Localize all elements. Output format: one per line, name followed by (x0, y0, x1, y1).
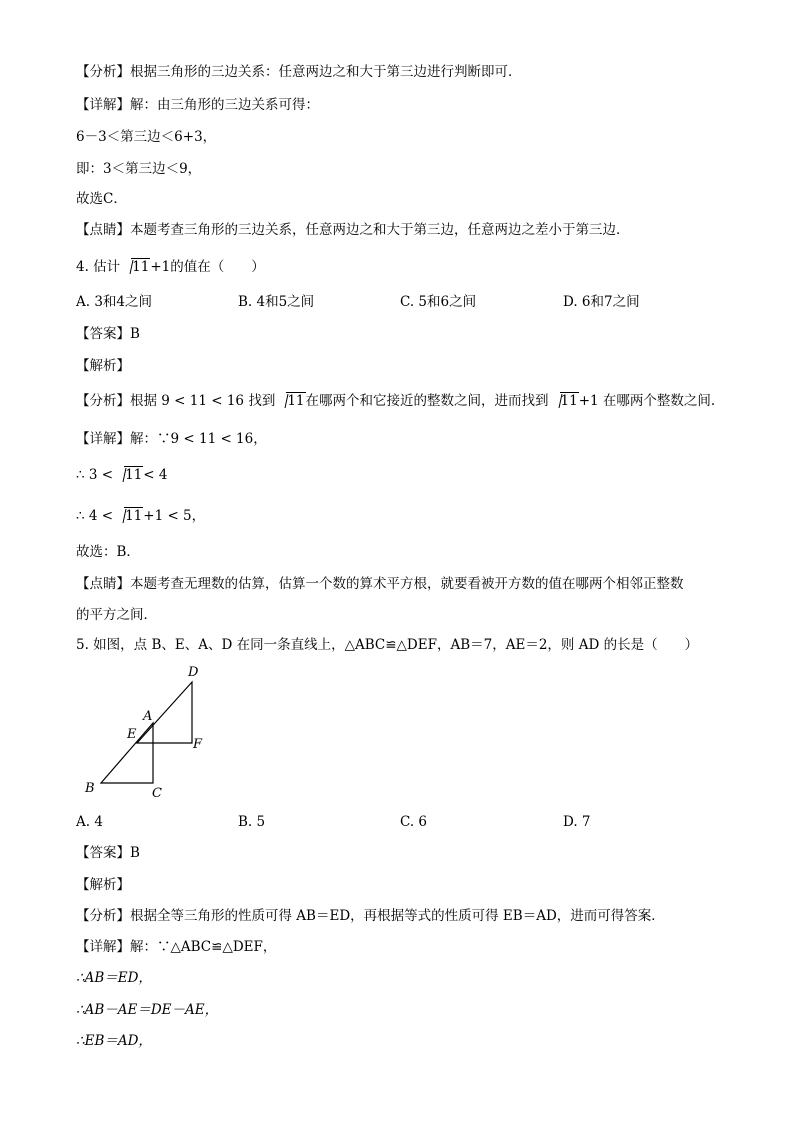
q5-option-c: C. 6 (400, 814, 428, 830)
q4-step-2: ∴ 4 < 11+1 < 5， (76, 508, 206, 524)
q5-jiexi: 【解析】 (76, 877, 130, 893)
label-d: D (188, 665, 199, 680)
label-c: C (152, 786, 162, 801)
q4-step-1: ∴ 3 < 11< 4 (76, 467, 168, 483)
q5-detail: 【详解】解：∵△ABC≌△DEF， (76, 939, 277, 955)
q3-comment: 【点睛】本题考查三角形的三边关系，任意两边之和大于第三边，任意两边之差小于第三边． (76, 222, 630, 238)
q4-jiexi: 【解析】 (76, 358, 130, 374)
q4-detail: 【详解】解：∵9 < 11 < 16， (76, 431, 267, 447)
q3-detail-heading: 【详解】解：由三角形的三边关系可得： (76, 97, 319, 113)
q4-option-d: D. 6和7之间 (563, 294, 640, 310)
q4-sqrt: 11 (122, 258, 150, 276)
q5-figure (70, 658, 230, 808)
q3-step-1: 6－3＜第三边＜6+3， (76, 129, 217, 145)
label-b: B (85, 781, 95, 796)
q3-step-2: 即：3＜第三边＜9， (76, 161, 202, 177)
label-e: E (127, 727, 137, 742)
q4-comment-line-1: 【点睛】本题考查无理数的估算，估算一个数的算术平方根，就要看被开方数的值在哪两个相邻正整数 (76, 576, 684, 592)
q5-option-a: A. 4 (76, 814, 103, 830)
q5-stem: 5. 如图，点 B、E、A、D 在同一条直线上，△ABC≌△DEF，AB＝7，AE＝2，则 AD 的长是（ ） (76, 637, 699, 653)
q3-choice: 故选C． (76, 191, 127, 207)
q5-step-1: ∴AB＝ED， (76, 970, 152, 986)
q4-option-c: C. 5和6之间 (400, 294, 477, 310)
q4-option-b: B. 4和5之间 (238, 294, 315, 310)
q4-answer: 【答案】B (76, 326, 140, 342)
q3-analysis: 【分析】根据三角形的三边关系：任意两边之和大于第三边进行判断即可． (76, 64, 522, 80)
q4-stem: 4. 估计 11+1的值在（ ） (76, 259, 265, 275)
q4-choice: 故选：B． (76, 544, 140, 560)
q5-answer: 【答案】B (76, 845, 140, 861)
label-a: A (143, 709, 153, 724)
q5-step-3: ∴EB＝AD， (76, 1033, 152, 1049)
q4-option-a: A. 3和4之间 (76, 294, 153, 310)
q4-analysis: 【分析】根据 9 < 11 < 16 找到 11在哪两个和它接近的整数之间，进而找到 11+1 在哪两个整数之间. (76, 393, 716, 409)
q4-comment-line-2: 的平方之间． (76, 607, 157, 623)
q5-step-2: ∴AB－AE＝DE－AE， (76, 1002, 219, 1018)
q5-analysis: 【分析】根据全等三角形的性质可得 AB＝ED，再根据等式的性质可得 EB＝AD，进而可得答案． (76, 908, 665, 924)
label-f: F (193, 737, 203, 752)
q5-option-b: B. 5 (238, 814, 266, 830)
q5-option-d: D. 7 (563, 814, 591, 830)
